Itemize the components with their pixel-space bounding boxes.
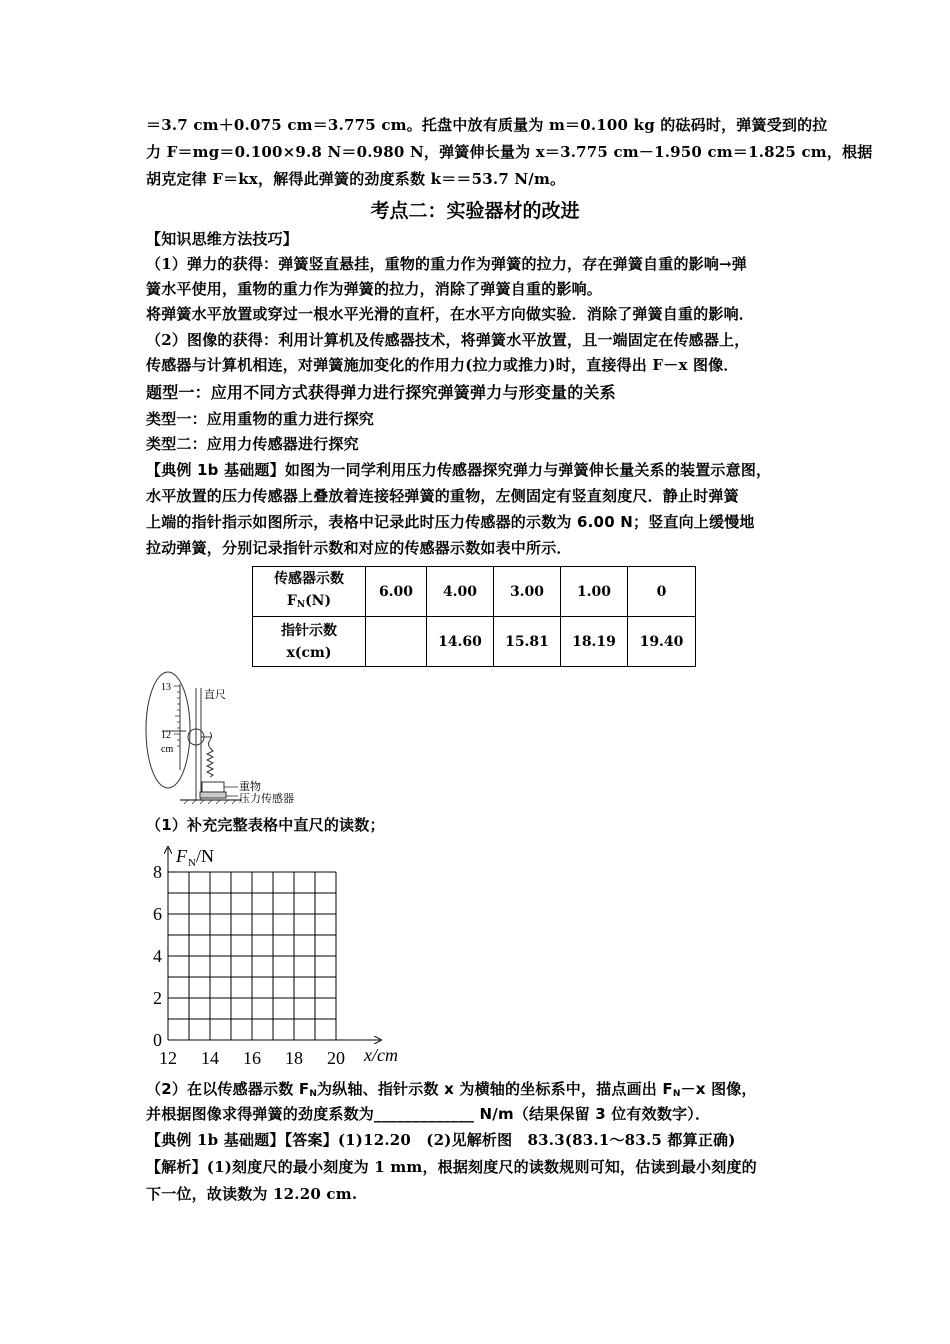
table-cell: 19.40 xyxy=(628,617,696,667)
knowledge-line-3: 将弹簧水平放置或穿过一根水平光滑的直杆，在水平方向做实验．消除了弹簧自重的影响． xyxy=(146,305,755,323)
table-row xyxy=(253,617,696,667)
q2-part-c: －x 图像， xyxy=(680,1080,757,1098)
example-line-1: 【典例 1b 基础题】如图为一同学利用压力传感器探究弹力与弹簧伸长量关系的装置示意图， xyxy=(146,461,772,479)
question-1: （1）补充完整表格中直尺的读数； xyxy=(146,816,385,834)
table-cell: 4.00 xyxy=(427,567,494,617)
q2-sub-2: N xyxy=(672,1089,681,1099)
table-cell: 14.60 xyxy=(427,617,494,667)
type-1: 类型一：应用重物的重力进行探究 xyxy=(146,410,375,428)
example-line-3: 上端的指针指示如图所示，表格中记录此时压力传感器的示数为 6.00 N；竖直向上缓慢地 xyxy=(146,513,755,531)
sensor-label: 压力传感器 xyxy=(239,793,294,805)
x-tick-label: 16 xyxy=(243,1048,261,1068)
x-axis-label: x/cm xyxy=(364,1045,398,1065)
y-tick-label: 8 xyxy=(153,862,162,882)
pointer-label: 指针示数 xyxy=(281,622,337,639)
y-axis-label-f: F xyxy=(176,846,187,866)
table-cell: 3.00 xyxy=(494,567,561,617)
type-2: 类型二：应用力传感器进行探究 xyxy=(146,435,359,453)
pointer-unit: x(cm) xyxy=(286,644,332,661)
y-axis-label-sub: N xyxy=(188,857,196,869)
question-2-line-2: 并根据图像求得弹簧的劲度系数为_____________ N/m（结果保留 3 位有效数字）． xyxy=(146,1105,711,1123)
intro-line-3: 胡克定律 F＝kx，解得此弹簧的劲度系数 k＝＝53.7 N/m。 xyxy=(146,170,566,188)
example-line-4: 拉动弹簧，分别记录指针示数和对应的传感器示数如表中所示． xyxy=(146,539,572,557)
y-axis-label-unit: /N xyxy=(196,846,214,866)
example-line-2: 水平放置的压力传感器上叠放着连接轻弹簧的重物，左侧固定有竖直刻度尺．静止时弹簧 xyxy=(146,487,739,505)
x-tick-label: 12 xyxy=(159,1048,177,1068)
magnified-ticks xyxy=(174,686,180,746)
x-tick-label: 14 xyxy=(201,1048,219,1068)
spring xyxy=(207,732,213,777)
table-cell: 18.19 xyxy=(561,617,628,667)
knowledge-line-4: （2）图像的获得：利用计算机及传感器技术，将弹簧水平放置，且一端固定在传感器上， xyxy=(146,331,750,349)
weight-block xyxy=(202,782,224,792)
sensor-label: 传感器示数 xyxy=(274,570,344,587)
question-2-line-1 xyxy=(146,1078,757,1105)
grid-lines xyxy=(168,872,336,1040)
table-cell: 1.00 xyxy=(561,567,628,617)
question-type-title: 题型一：应用不同方式获得弹力进行探究弹簧弹力与形变量的关系 xyxy=(146,383,616,402)
y-tick-label: 6 xyxy=(153,904,162,924)
y-tick-label: 2 xyxy=(153,988,162,1008)
section-title: 考点二：实验器材的改进 xyxy=(370,200,580,222)
knowledge-heading: 【知识思维方法技巧】 xyxy=(146,230,299,248)
y-tick-label: 4 xyxy=(153,946,162,966)
y-tick-labels xyxy=(153,862,162,1050)
intro-line-2: 力 F＝mg＝0.100×9.8 N＝0.980 N，弹簧伸长量为 x＝3.775 cm－1.950 cm＝1.825 cm，根据 xyxy=(146,143,873,161)
q2-sub-1: N xyxy=(309,1089,318,1099)
analysis-line-1: 【解析】(1)刻度尺的最小刻度为 1 mm，根据刻度尺的读数规则可知，估读到最小刻度的 xyxy=(146,1158,757,1176)
answer-line: 【典例 1b 基础题】【答案】(1)12.20 (2)见解析图 83.3(83.1～83.5 都算正确) xyxy=(146,1131,736,1149)
sensor-symbol: F xyxy=(286,592,297,609)
table-header-cell xyxy=(253,617,366,667)
ruler-label: 直尺 xyxy=(204,689,226,701)
table-cell-blank xyxy=(366,617,427,667)
weight-label: 重物 xyxy=(239,781,261,793)
table-header-cell xyxy=(253,567,366,617)
tick-12-label: 12 xyxy=(161,730,171,741)
knowledge-line-5: 传感器与计算机相连，对弹簧施加变化的作用力(拉力或推力)时，直接得出 F－x 图像． xyxy=(146,356,739,374)
x-tick-label: 18 xyxy=(285,1048,303,1068)
sensor-unit: (N) xyxy=(305,592,332,609)
graph-grid xyxy=(140,842,410,1072)
unit-label: cm xyxy=(161,744,174,755)
table-row xyxy=(253,567,696,617)
analysis-line-2: 下一位，故读数为 12.20 cm. xyxy=(146,1185,358,1203)
table-cell: 0 xyxy=(628,567,696,617)
tick-13-label: 13 xyxy=(161,682,171,693)
x-tick-labels xyxy=(159,1048,345,1068)
q2-part-a: （2）在以传感器示数 F xyxy=(146,1080,310,1098)
x-tick-label: 20 xyxy=(327,1048,345,1068)
y-tick-label: 0 xyxy=(153,1030,162,1050)
sensor-block xyxy=(200,792,226,798)
q2-part-b: 为纵轴、指针示数 x 为横轴的坐标系中，描点画出 F xyxy=(317,1080,673,1098)
intro-line-1: ＝3.7 cm＋0.075 cm＝3.775 cm。托盘中放有质量为 m＝0.100 kg 的砝码时，弹簧受到的拉 xyxy=(146,116,828,134)
table-cell: 15.81 xyxy=(494,617,561,667)
data-table xyxy=(252,566,696,667)
apparatus-diagram xyxy=(140,670,310,806)
knowledge-line-2: 簧水平使用，重物的重力作为弹簧的拉力，消除了弹簧自重的影响。 xyxy=(146,280,603,298)
knowledge-line-1: （1）弹力的获得：弹簧竖直悬挂，重物的重力作为弹簧的拉力，存在弹簧自重的影响→弹 xyxy=(146,255,748,273)
table-cell: 6.00 xyxy=(366,567,427,617)
sensor-subscript: N xyxy=(296,599,306,610)
